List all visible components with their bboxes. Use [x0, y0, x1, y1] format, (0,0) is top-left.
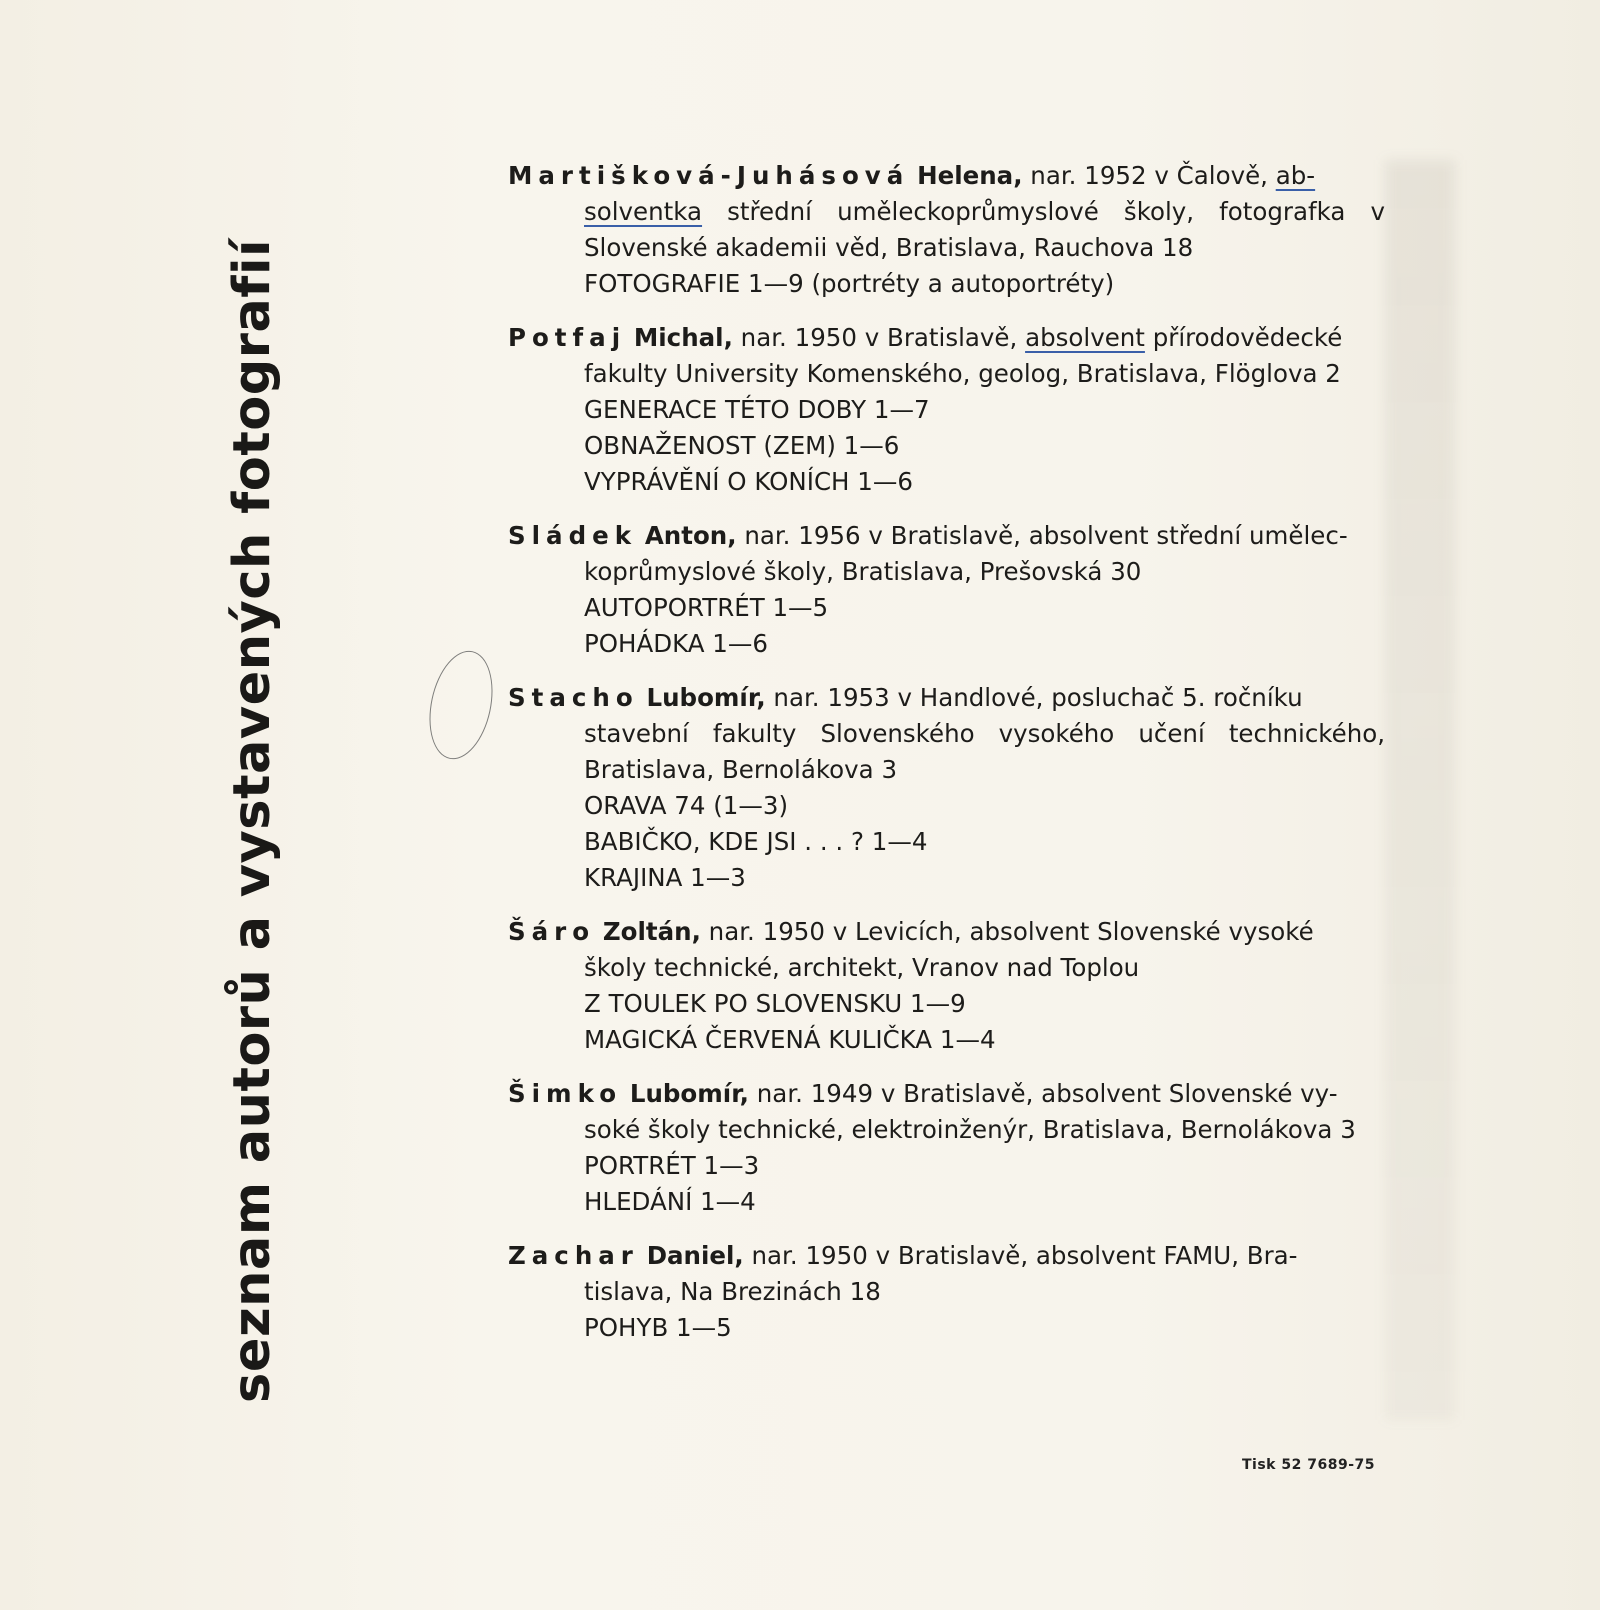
author-surname: Martišková-Juhásová: [508, 161, 910, 190]
author-given-name: Michal,: [633, 323, 733, 352]
author-intro: nar. 1953 v Handlové, posluchač 5. ročníku: [765, 683, 1303, 712]
work-title: KRAJINA 1—3: [584, 863, 746, 892]
work-title: FOTOGRAFIE 1—9 (portréty a autoportréty): [584, 269, 1115, 298]
author-intro: nar. 1956 v Bratislavě, absolvent střední umělec-: [736, 521, 1348, 550]
author-description: stavební fakulty Slovenského vysokého učení technického, Bratislava, Bernolákova 3: [584, 719, 1385, 784]
author-surname: Zachar: [508, 1241, 639, 1270]
author-given-name: Anton,: [644, 521, 737, 550]
work-title: AUTOPORTRÉT 1—5: [584, 593, 829, 622]
author-description: střední uměleckoprůmyslové školy, fotografka v Slovenské akademii věd, Bratislava, Rauchova 18: [584, 197, 1385, 262]
pencil-circle-mark: [420, 645, 502, 765]
author-given-name: Lubomír,: [629, 1079, 749, 1108]
author-given-name: Daniel,: [646, 1241, 744, 1270]
side-title: seznam autorů a vystavených fotografií: [223, 239, 282, 1403]
author-surname: Sládek: [508, 521, 638, 550]
author-surname: Šáro: [508, 917, 596, 946]
author-entry: [508, 914, 1385, 1058]
underlined-word: solventka: [584, 197, 703, 226]
author-entry: [508, 1076, 1385, 1220]
author-description: koprůmyslové školy, Bratislava, Prešovská 30: [584, 557, 1142, 586]
show-through-text: [1385, 160, 1455, 1420]
author-entry: [508, 680, 1385, 896]
print-code: Tisk 52 7689-75: [1242, 1457, 1375, 1473]
author-entry: [508, 320, 1385, 500]
author-surname: Potfaj: [508, 323, 627, 352]
work-title: BABIČKO, KDE JSI . . . ? 1—4: [584, 827, 928, 856]
author-intro-after: přírodovědecké: [1144, 323, 1343, 352]
work-title: GENERACE TÉTO DOBY 1—7: [584, 395, 930, 424]
author-description: školy technické, architekt, Vranov nad Toplou: [584, 953, 1140, 982]
author-given-name: Lubomír,: [646, 683, 766, 712]
author-given-name: Zoltán,: [602, 917, 701, 946]
work-title: VYPRÁVĚNÍ O KONÍCH 1—6: [584, 467, 913, 496]
underlined-word: absolvent: [1025, 323, 1145, 352]
work-title: Z TOULEK PO SLOVENSKU 1—9: [584, 989, 966, 1018]
work-title: HLEDÁNÍ 1—4: [584, 1187, 756, 1216]
author-surname: Šimko: [508, 1079, 623, 1108]
work-title: POHYB 1—5: [584, 1313, 732, 1342]
author-surname: Stacho: [508, 683, 639, 712]
author-intro: nar. 1950 v Bratislavě, absolvent FAMU, Bra-: [743, 1241, 1298, 1270]
author-description: tislava, Na Brezinách 18: [584, 1277, 881, 1306]
author-intro: nar. 1950 v Bratislavě,: [732, 323, 1026, 352]
author-given-name: Helena,: [917, 161, 1023, 190]
author-entry: [508, 158, 1385, 302]
author-entry: [508, 518, 1385, 662]
author-intro: nar. 1949 v Bratislavě, absolvent Slovenské vy-: [748, 1079, 1338, 1108]
author-description: soké školy technické, elektroinženýr, Bratislava, Bernolákova 3: [584, 1115, 1356, 1144]
author-intro: nar. 1950 v Levicích, absolvent Slovenské vysoké: [700, 917, 1314, 946]
author-list: [508, 158, 1385, 1364]
author-entry: [508, 1238, 1385, 1346]
work-title: MAGICKÁ ČERVENÁ KULIČKA 1—4: [584, 1025, 996, 1054]
work-title: PORTRÉT 1—3: [584, 1151, 760, 1180]
work-title: POHÁDKA 1—6: [584, 629, 768, 658]
author-description: fakulty University Komenského, geolog, Bratislava, Flöglova 2: [584, 359, 1341, 388]
underlined-word: ab-: [1275, 161, 1316, 190]
work-title: ORAVA 74 (1—3): [584, 791, 789, 820]
work-title: OBNAŽENOST (ZEM) 1—6: [584, 431, 900, 460]
author-intro: nar. 1952 v Čalově,: [1022, 161, 1276, 190]
